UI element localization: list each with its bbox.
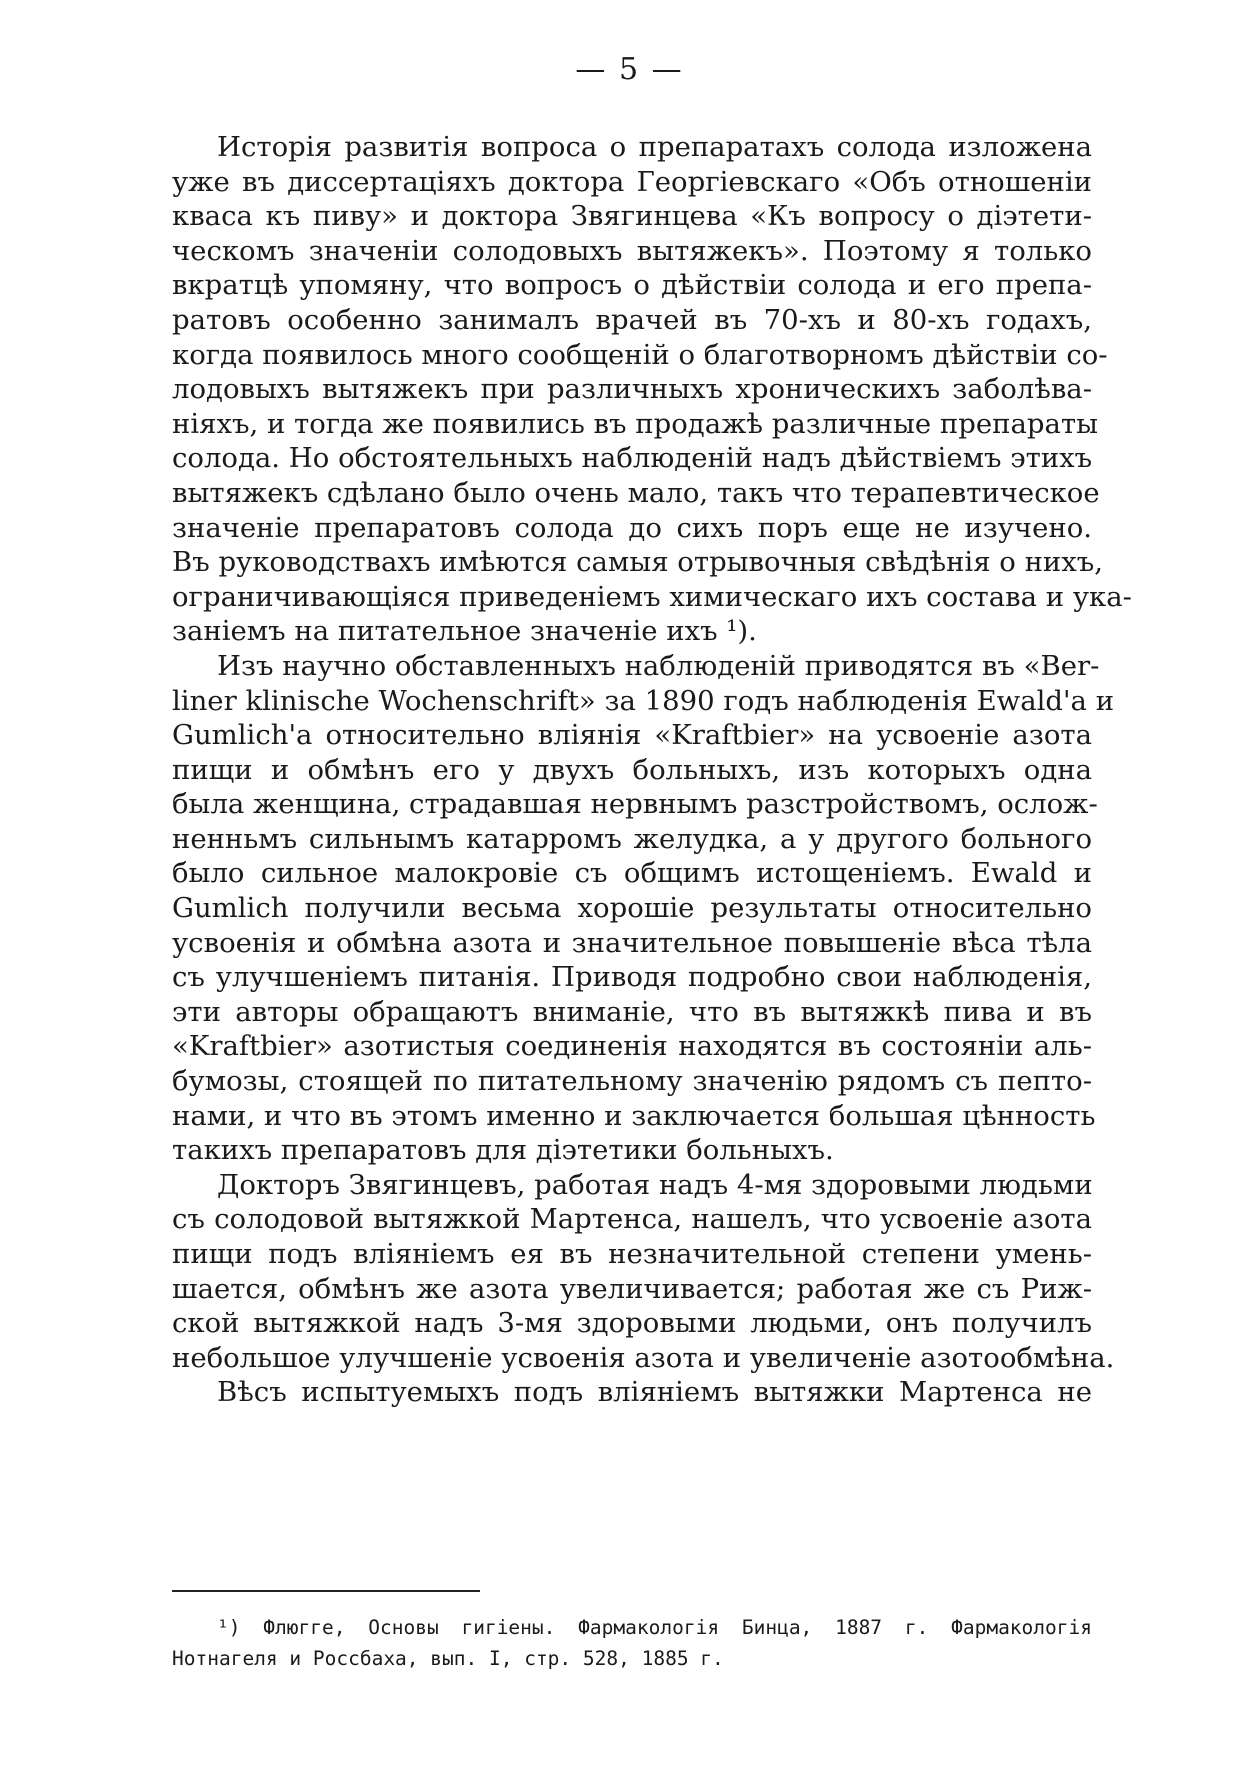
text-line: съ солодовой вытяжкой Мартенса, нашелъ, что усвоеніе азота bbox=[172, 1203, 1092, 1236]
text-line: Изъ научно обставленныхъ наблюденій приводятся въ «Ber- bbox=[217, 649, 1100, 682]
text-line: Въ руководствахъ имѣются самыя отрывочныя свѣдѣнія о нихъ, bbox=[172, 546, 1103, 579]
text-line: значеніе препаратовъ солода до сихъ поръ еще не изучено. bbox=[172, 511, 1092, 544]
text-line: эти авторы обращаютъ вниманіе, что въ вытяжкѣ пива и въ bbox=[172, 995, 1092, 1028]
text-line: уже въ диссертаціяхъ доктора Георгіевскаго «Объ отношеніи bbox=[172, 165, 1092, 198]
text-line: ніяхъ, и тогда же появились въ продажѣ различные препараты bbox=[172, 407, 1098, 440]
text-line: пищи подъ вліяніемъ ея въ незначительной степени умень- bbox=[172, 1238, 1092, 1270]
text-line: вытяжекъ сдѣлано было очень мало, такъ что терапевтическое bbox=[172, 476, 1100, 509]
text-line: пищи и обмѣнъ его у двухъ больныхъ, изъ которыхъ одна bbox=[172, 753, 1092, 786]
text-line: ненньмъ сильнымъ катарромъ желудка, а у другого больного bbox=[172, 822, 1092, 855]
footnote-line: Нотнагеля и Россбаха, вып. I, стр. 528, 1885 г. bbox=[172, 1647, 724, 1670]
text-line: кваса къ пиву» и доктора Звягинцева «Къ вопросу о діэтети- bbox=[172, 200, 1092, 233]
text-line: шается, обмѣнъ же азота увеличивается; работая же съ Риж- bbox=[172, 1272, 1092, 1305]
body-text bbox=[172, 130, 1132, 1410]
text-line: было сильное малокровіе съ общимъ истощеніемъ. Ewald и bbox=[172, 857, 1092, 890]
text-line: ческомъ значеніи солодовыхъ вытяжекъ». Поэтому я только bbox=[172, 234, 1092, 267]
text-line: Докторъ Звягинцевъ, работая надъ 4-мя здоровыми людьми bbox=[217, 1168, 1093, 1201]
footnote-divider bbox=[172, 1590, 480, 1592]
text-line: усвоенія и обмѣна азота и значительное повышеніе вѣса тѣла bbox=[172, 926, 1092, 959]
text-line: была женщина, страдавшая нервнымъ разстройствомъ, ослож- bbox=[172, 788, 1098, 821]
text-line: такихъ препаратовъ для діэтетики больныхъ. bbox=[172, 1134, 834, 1167]
text-line: Вѣсъ испытуемыхъ подъ вліяніемъ вытяжки Мартенса не bbox=[217, 1376, 1092, 1409]
text-line: когда появилось много сообщеній о благотворномъ дѣйствіи со- bbox=[172, 338, 1108, 371]
text-line: «Kraftbier» азотистыя соединенія находятся въ состояніи аль- bbox=[172, 1030, 1092, 1063]
text-line: ской вытяжкой надъ 3-мя здоровыми людьми, онъ получилъ bbox=[172, 1307, 1092, 1340]
text-line: вкратцѣ упомяну, что вопросъ о дѣйствіи солода и его препа- bbox=[172, 269, 1092, 302]
text-line: ратовъ особенно занималъ врачей въ 70-хъ и 80-хъ годахъ, bbox=[172, 303, 1092, 336]
text-line: заніемъ на питательное значеніе ихъ ¹). bbox=[172, 615, 757, 648]
text-line: лодовыхъ вытяжекъ при различныхъ хроническихъ заболѣва- bbox=[172, 373, 1092, 406]
text-line: Gumlich получили весьма хорошіе результаты относительно bbox=[172, 892, 1092, 925]
page-number: — 5 — bbox=[575, 52, 684, 87]
text-line: Gumlich'a относительно вліянія «Kraftbier» на усвоеніе азота bbox=[172, 719, 1092, 752]
footnote-line: ¹) Флюгге, Основы гигіены. Фармакологія Бинца, 1887 г. Фармакологія bbox=[217, 1616, 1092, 1639]
text-line: солода. Но обстоятельныхъ наблюденій надъ дѣйствіемъ этихъ bbox=[172, 442, 1093, 475]
text-line: небольшое улучшеніе усвоенія азота и увеличеніе азотообмѣна. bbox=[172, 1341, 1115, 1374]
footnote bbox=[172, 1612, 1092, 1674]
text-line: нами, и что въ этомъ именно и заключается большая цѣнность bbox=[172, 1099, 1096, 1132]
text-line: liner klinische Wochenschrift» за 1890 годъ наблюденія Ewald'a и bbox=[172, 684, 1115, 717]
text-line: ограничивающіяся приведеніемъ химическаго ихъ состава и ука- bbox=[172, 580, 1132, 613]
text-line: съ улучшеніемъ питанія. Приводя подробно свои наблюденія, bbox=[172, 961, 1092, 994]
text-line: бумозы, стоящей по питательному значенію рядомъ съ пепто- bbox=[172, 1065, 1092, 1098]
text-line: Исторія развитія вопроса о препаратахъ солода изложена bbox=[217, 131, 1092, 163]
